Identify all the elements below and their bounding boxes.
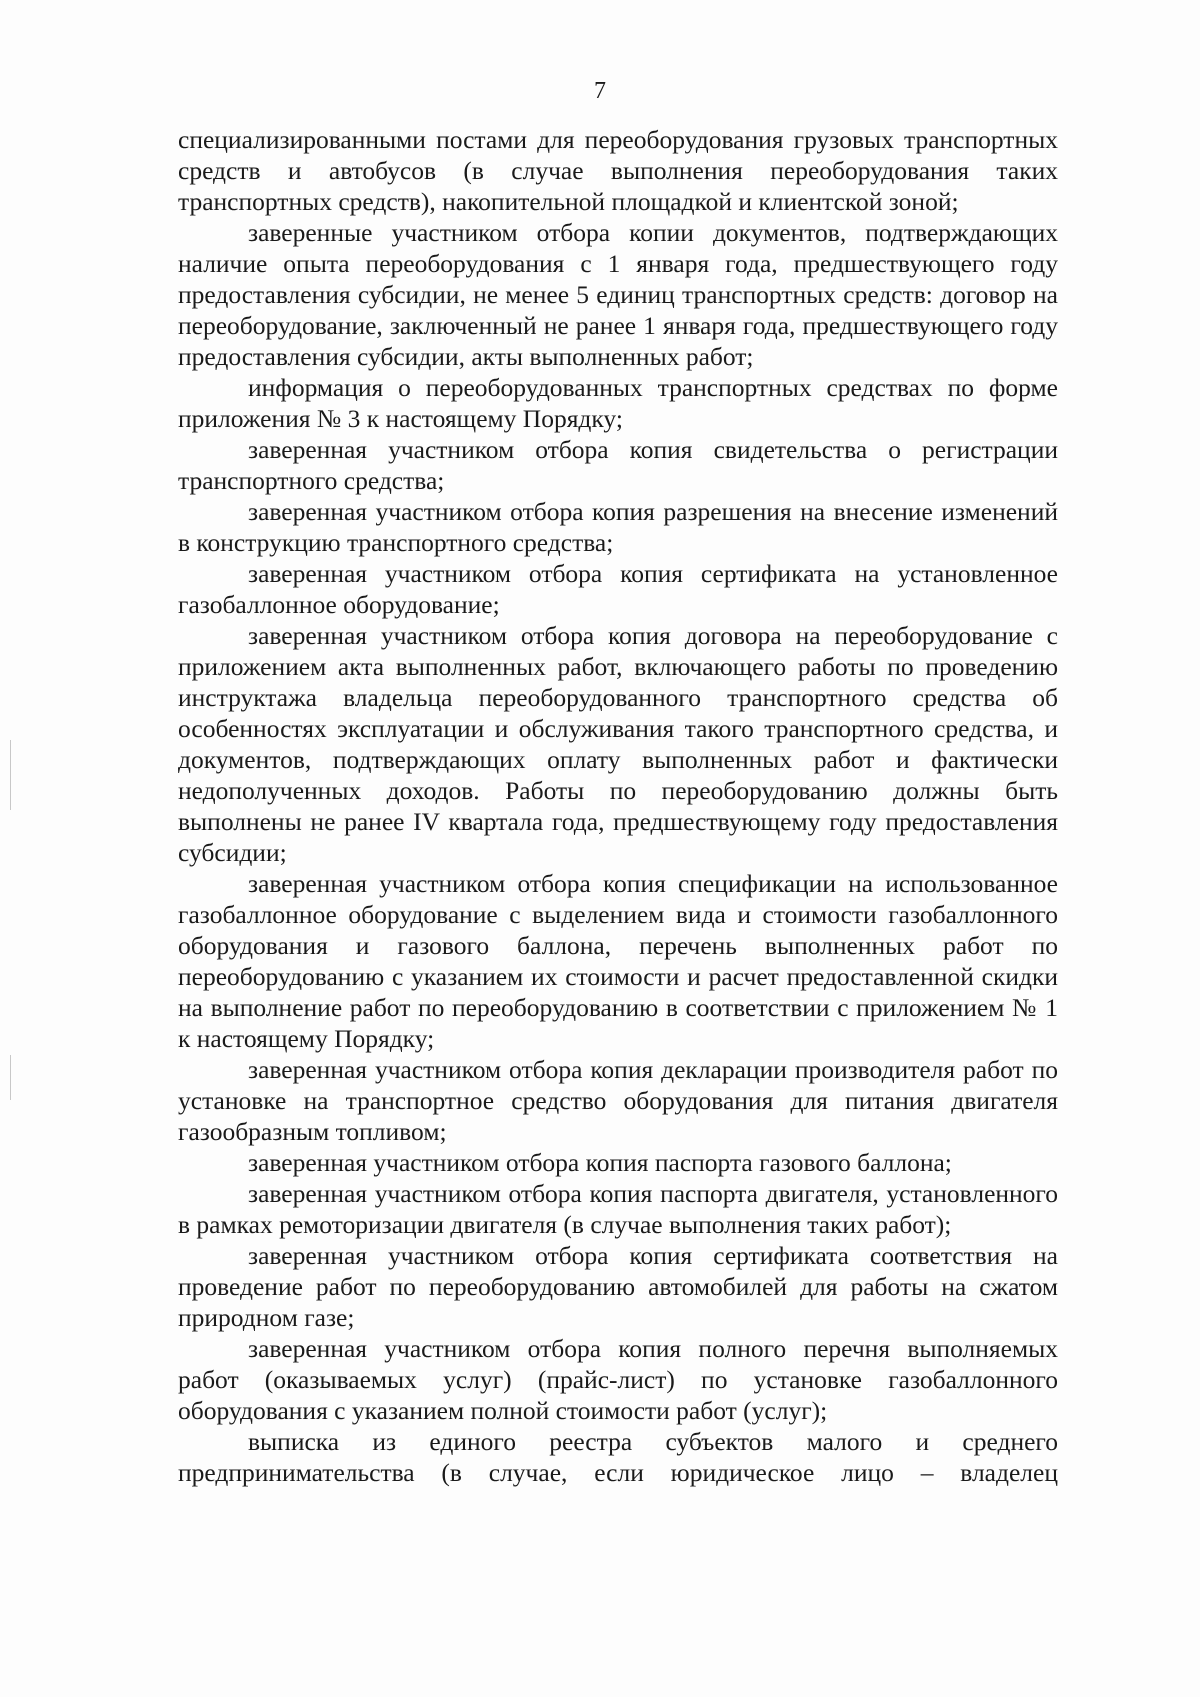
paragraph: заверенные участником отбора копии документов, подтверждающих наличие опыта переоборудования с 1 января года, предшествующего году предоставления субсидии, не менее 5 единиц транспортных средств: договор на переоборудование, заключенный не ранее 1 января года, предшествующего году предоставления субсидии, акты выполненных работ; bbox=[178, 218, 1058, 371]
paragraph: специализированными постами для переоборудования грузовых транспортных средств и автобусов (в случае выполнения переоборудования таких транспортных средств), накопительной площадкой и клиентской зоной; bbox=[178, 125, 1058, 216]
scan-margin-mark bbox=[10, 1055, 11, 1100]
paragraph: заверенная участником отбора копия паспорта газового баллона; bbox=[248, 1148, 952, 1177]
scan-margin-mark bbox=[10, 740, 11, 810]
paragraph: заверенная участником отбора копия декларации производителя работ по установке на транспортное средство оборудования для питания двигателя газообразным топливом; bbox=[178, 1055, 1058, 1146]
paragraph: заверенная участником отбора копия сертификата на установленное газобаллонное оборудование; bbox=[178, 559, 1058, 619]
paragraph: заверенная участником отбора копия договора на переоборудование с приложением акта выполненных работ, включающего работы по проведению инструктажа владельца переоборудованного транспортного средства об особенностях эксплуатации и обслуживания такого транспортного средства, и документов, подтверждающих оплату выполненных работ и фактически недополученных доходов. Работы по переоборудованию должны быть выполнены не ранее IV квартала года, предшествующему году предоставления субсидии; bbox=[178, 621, 1058, 867]
paragraph: заверенная участником отбора копия сертификата соответствия на проведение работ по переоборудованию автомобилей для работы на сжатом природном газе; bbox=[178, 1241, 1058, 1332]
paragraph: заверенная участником отбора копия спецификации на использованное газобаллонное оборудование с выделением вида и стоимости газобаллонного оборудования и газового баллона, перечень выполненных работ по переоборудованию с указанием их стоимости и расчет предоставленной скидки на выполнение работ по переоборудованию в соответствии с приложением № 1 к настоящему Порядку; bbox=[178, 869, 1058, 1053]
document-body bbox=[178, 124, 1058, 1488]
paragraph: выписка из единого реестра субъектов малого и среднего предпринимательства (в случае, если юридическое лицо – владелец bbox=[178, 1427, 1058, 1487]
paragraph: заверенная участником отбора копия разрешения на внесение изменений в конструкцию транспортного средства; bbox=[178, 497, 1058, 557]
page-number: 7 bbox=[594, 78, 606, 104]
paragraph: заверенная участником отбора копия паспорта двигателя, установленного в рамках ремоторизации двигателя (в случае выполнения таких работ); bbox=[178, 1179, 1058, 1239]
paragraph: информация о переоборудованных транспортных средствах по форме приложения № 3 к настоящему Порядку; bbox=[178, 373, 1058, 433]
paragraph: заверенная участником отбора копия полного перечня выполняемых работ (оказываемых услуг) (прайс-лист) по установке газобаллонного оборудования с указанием полной стоимости работ (услуг); bbox=[178, 1334, 1058, 1425]
paragraph: заверенная участником отбора копия свидетельства о регистрации транспортного средства; bbox=[178, 435, 1058, 495]
